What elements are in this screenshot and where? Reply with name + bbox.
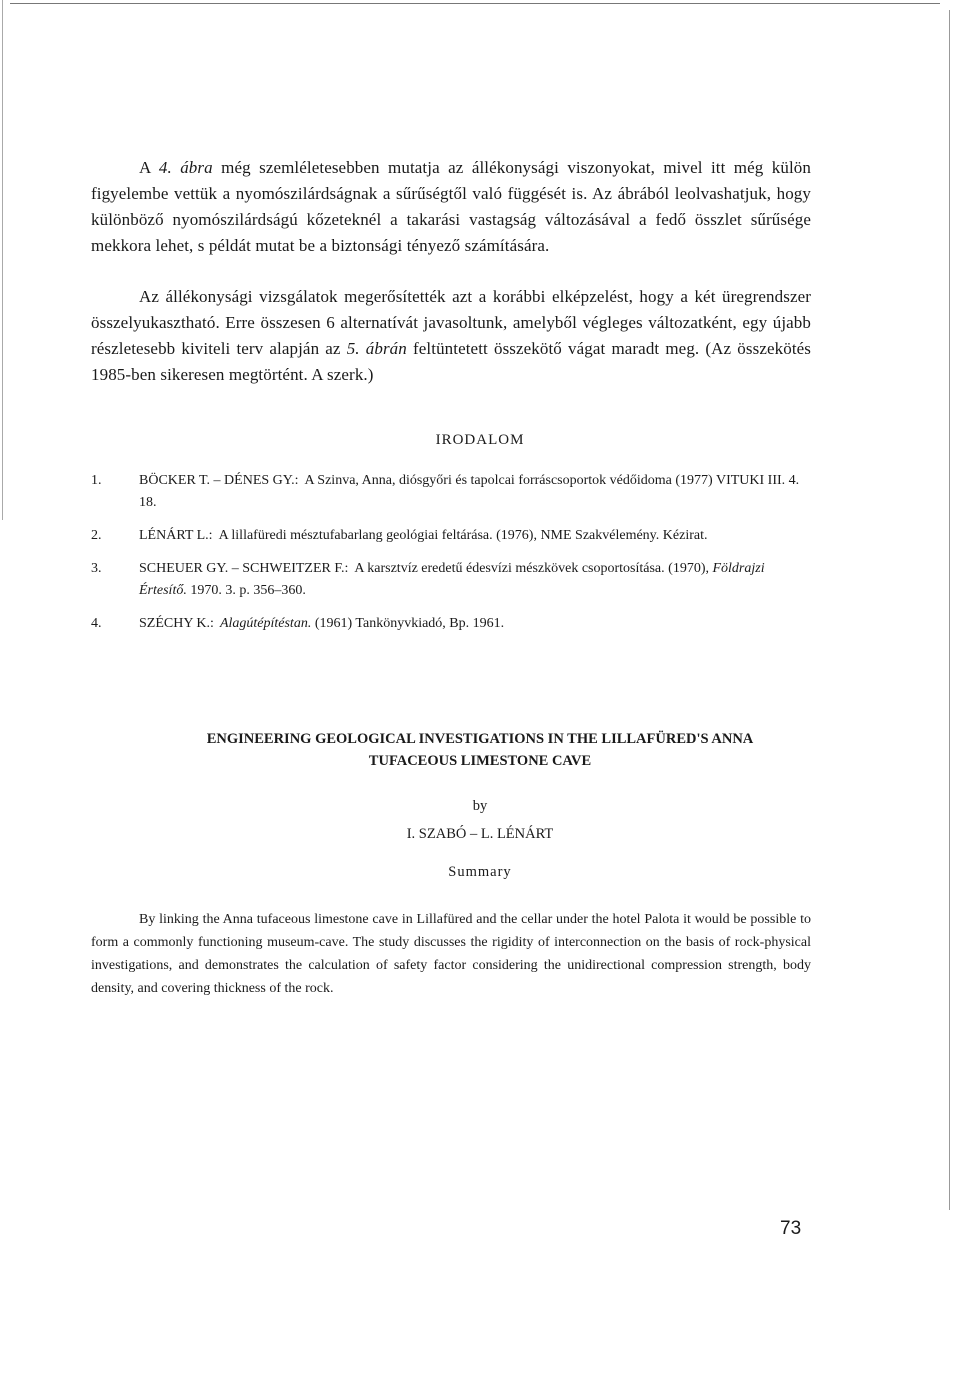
references-heading: IRODALOM <box>435 432 525 448</box>
reference-item: 4. SZÉCHY K.: Alagútépítéstan. (1961) Tankönyvkiadó, Bp. 1961. <box>91 616 505 631</box>
scan-edge-top <box>10 3 940 4</box>
reference-list <box>91 470 811 646</box>
summary-heading: Summary <box>448 864 512 880</box>
scan-edge-right <box>949 10 950 1210</box>
figure-ref-5: 5. ábrán <box>346 339 407 358</box>
english-title-line-2: TUFACEOUS LIMESTONE CAVE <box>368 753 592 769</box>
paragraph-2: Az állékonysági vizsgálatok megerősítették azt a korábbi elképzelést, hogy a két üregrendszer összelyukasztható. Erre összesen 6 alternatívát javasoltunk, amelyből végleges változatként, egy újabb részletesebb kiviteli terv alapján az 5. ábrán feltüntetett összekötő vágat maradt meg. (Az összekötés 1985-ben sikeresen megtörtént. A szerk.) <box>91 287 812 384</box>
english-title <box>0 728 960 772</box>
reference-item: 1. BÖCKER T. – DÉNES GY.: A Szinva, Anna, diósgyőri és tapolcai forráscsoportok védőidoma (1977) VITUKI III. 4. 18. <box>91 473 800 510</box>
page-number: 73 <box>780 1218 802 1239</box>
editor-note: (Az összekötés 1985-ben sikeresen megtörtént. A szerk.) <box>91 339 812 384</box>
reference-item: 2. LÉNÁRT L.: A lillafüredi mésztufabarlang geológiai feltárása. (1976), NME Szakvélemény. Kézirat. <box>91 528 708 543</box>
paragraph-1: A 4. ábra még szemléletesebben mutatja az állékonysági viszonyokat, mivel itt még külön figyelembe vettük a nyomószilárdságnak a sűrűségtől való függését is. Az ábrából leolvashatjuk, hogy különböző nyomószilárdságú kőzeteknél a takarási vastagság változásával a fedő összlet sűrűsége mekkora lehet, s példát mutat be a biztonsági tényező számítására. <box>91 158 811 255</box>
figure-ref-4: 4. ábra <box>158 158 213 177</box>
summary-text: By linking the Anna tufaceous limestone cave in Lillafüred and the cellar under the hotel Palota it would be possible to form a commonly functioning museum-cave. The study discusses the rigidity of interconnection on the basis of rock-physical investigations, and demonstrates the calculation of safety factor considering the unidirectional compression strength, body density, and covering thickness of the rock. <box>91 912 811 996</box>
english-title-line-1: ENGINEERING GEOLOGICAL INVESTIGATIONS IN THE LILLAFÜRED'S ANNA <box>206 731 754 747</box>
english-authors: I. SZABÓ – L. LÉNÁRT <box>406 826 554 842</box>
by-line: by <box>472 798 488 814</box>
reference-item: 3. SCHEUER GY. – SCHWEITZER F.: A karsztvíz eredetű édesvízi mészkövek csoportosítása. (1970), Földrajzi Értesítő. 1970. 3. p. 356–360. <box>91 561 765 598</box>
